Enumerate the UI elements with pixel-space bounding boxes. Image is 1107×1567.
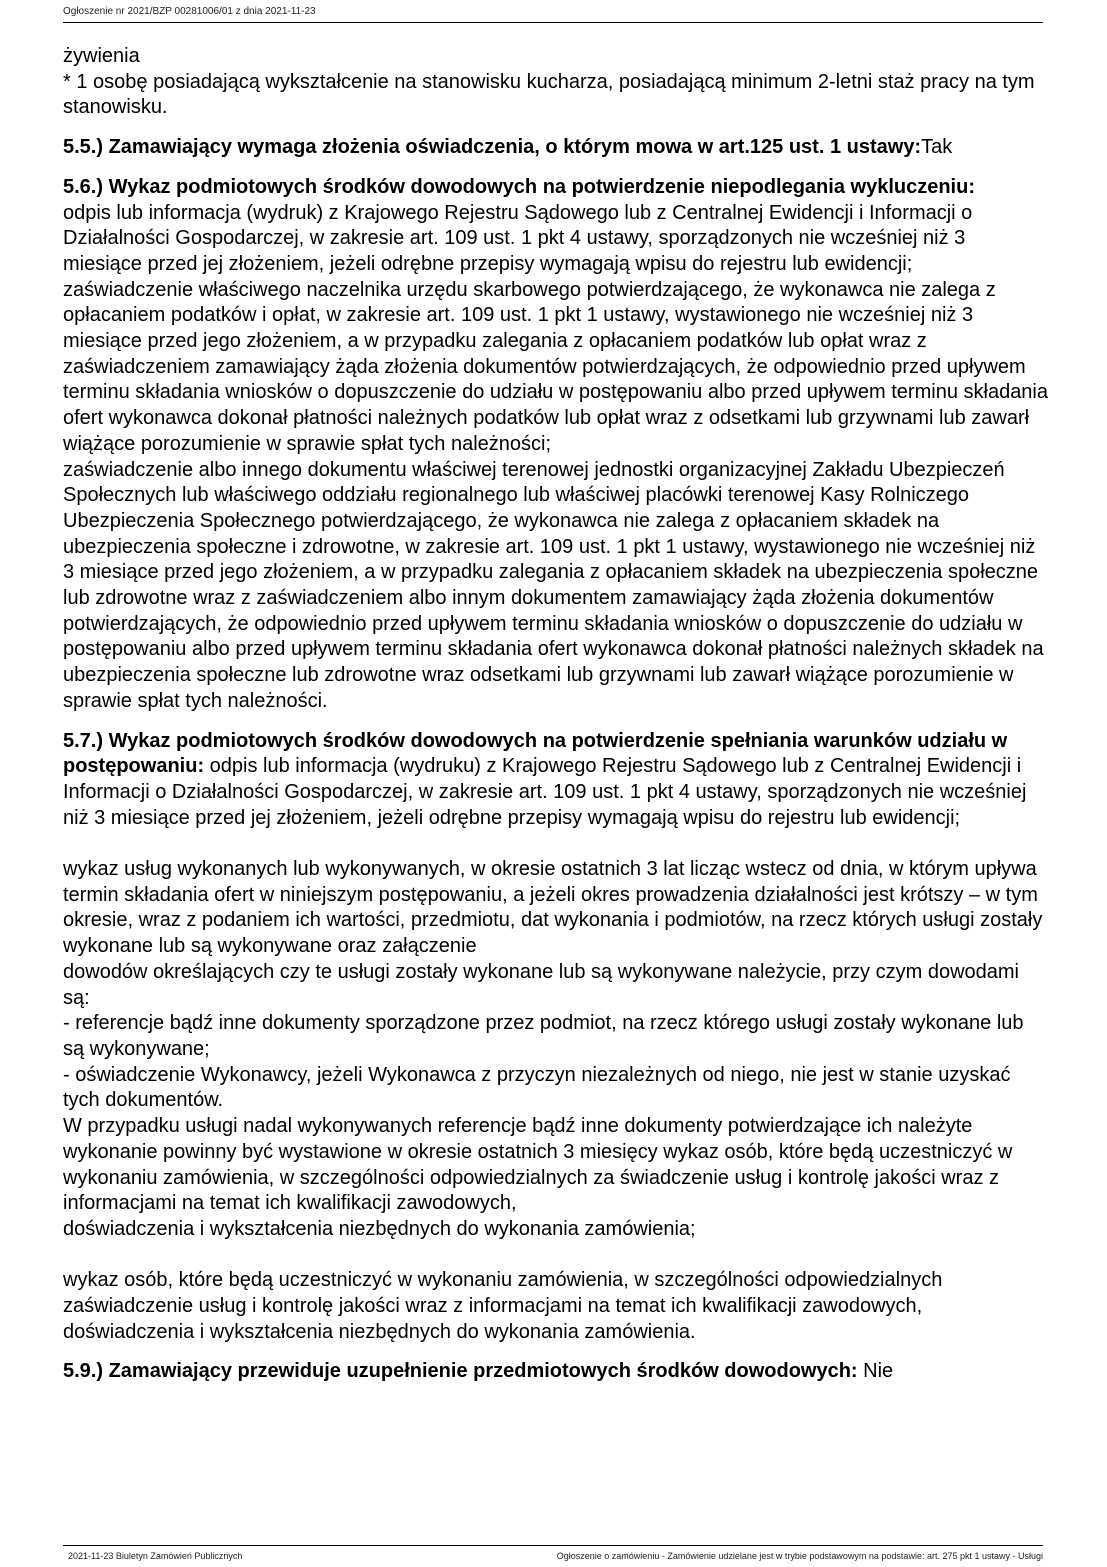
- section-5-6-paragraph: odpis lub informacja (wydruk) z Krajowego Rejestru Sądowego lub z Centralnej Ewidencji i Informacji o Działalności Gospodarczej, w zakresie art. 109 ust. 1 pkt 4 ustawy, sporządzonych nie wcześniej niż 3 miesiące przed jej złożeniem, jeżeli odrębne przepisy wymagają wpisu do rejestru lub ewidencji;: [63, 201, 978, 275]
- header-divider: [63, 22, 1043, 23]
- section-5-6-paragraph: zaświadczenie właściwego naczelnika urzędu skarbowego potwierdzającego, że wykonawca nie zalega z opłacaniem podatków i opłat, w zakresie art. 109 ust. 1 pkt 1 ustawy, wystawionego nie wcześniej niż 3 miesiące przed jego złożeniem, a w przypadku zalegania z opłacaniem podatków lub opłat wraz z zaświadczeniem zamawiający żąda złożenia dokumentów potwierdzających, że odpowiednio przed upływem terminu składania wniosków o dopuszczenie do udziału w postępowaniu albo przed upływem terminu składania ofert wykonawca dokonał płatności należnych podatków lub opłat wraz z odsetkami lub grzywnami lub zawarł wiążące porozumienie w sprawie spłat tych należności;: [63, 278, 1054, 455]
- section-5-7-paragraph: - referencje bądź inne dokumenty sporządzone przez podmiot, na rzecz którego usługi zostały wykonane lub są wykonywane;: [63, 1012, 1030, 1060]
- blank-line: [63, 831, 1048, 857]
- section-5-7-paragraph: wykaz osób, które będą uczestniczyć w wykonaniu zamówienia, w szczególności odpowiedzialnych zaświadczenie usług i kontrolę jakości wraz z informacjami na temat ich kwalifikacji zawodowych, doświadczenia i wykształcenia niezbędnych do wykonania zamówienia.: [63, 1269, 948, 1343]
- section-5-5: [63, 135, 1048, 161]
- footer-divider: [63, 1545, 1043, 1546]
- section-spacer: [63, 121, 1048, 135]
- section-5-9-answer: Nie: [863, 1360, 894, 1383]
- intro-line: * 1 osobę posiadającą wykształcenie na stanowisku kucharza, posiadającą minimum 2-letni staż pracy na tym stanowisku.: [63, 70, 1041, 119]
- section-5-7-paragraph: - oświadczenie Wykonawcy, jeżeli Wykonawca z przyczyn niezależnych od niego, nie jest w stanie uzyskać tych dokumentów.: [63, 1063, 1017, 1112]
- section-5-5-heading: 5.5.) Zamawiający wymaga złożenia oświadczenia, o którym mowa w art.125 ust. 1 ustawy:: [63, 136, 922, 159]
- section-spacer: [63, 1345, 1048, 1359]
- section-5-7-heading: 5.7.) Wykaz podmiotowych środków dowodowych na potwierdzenie spełniania warunków udziału w postępowaniu:: [63, 729, 1013, 778]
- intro-line: żywienia: [63, 45, 140, 67]
- section-5-6-heading: 5.6.) Wykaz podmiotowych środków dowodowych na potwierdzenie niepodlegania wykluczeniu:: [63, 175, 975, 198]
- section-5-5-answer: Tak: [921, 136, 953, 159]
- section-5-9-heading: 5.9.) Zamawiający przewiduje uzupełnienie przedmiotowych środków dowodowych:: [63, 1360, 858, 1383]
- page-header-notice-id: Ogłoszenie nr 2021/BZP 00281006/01 z dnia 2021-11-23: [63, 6, 316, 17]
- section-5-7-lead: odpis lub informacja (wydruku) z Krajowego Rejestru Sądowego lub z Centralnej Ewidencji i Informacji o Działalności Gospodarczej, w zakresie art. 109 ust. 1 pkt 4 ustawy, sporządzonych nie wcześniej niż 3 miesiące przed jej złożeniem, jeżeli odrębne przepisy wymagają wpisu do rejestru lub ewidencji;: [63, 755, 1032, 829]
- section-spacer: [63, 161, 1048, 175]
- document-body: [63, 44, 1054, 1385]
- footer-publication: 2021-11-23 Biuletyn Zamówień Publicznych: [68, 1551, 243, 1561]
- section-spacer: [63, 715, 1048, 729]
- section-5-9: [63, 1359, 1048, 1385]
- section-5-7-intro: [63, 729, 1048, 832]
- section-5-6-paragraph: zaświadczenie albo innego dokumentu właściwej terenowej jednostki organizacyjnej Zakładu Ubezpieczeń Społecznych lub właściwego oddziału regionalnego lub właściwej placówki terenowej Kasy Rolniczego Ubezpieczenia Społecznego potwierdzającego, że wykonawca nie zalega z opłacaniem składek na ubezpieczenia społeczne i zdrowotne, w zakresie art. 109 ust. 1 pkt 1 ustawy, wystawionego nie wcześniej niż 3 miesiące przed jego złożeniem, a w przypadku zalegania z opłacaniem składek na ubezpieczenia społeczne lub zdrowotne wraz z zaświadczeniem albo innym dokumentem zamawiający żąda złożenia dokumentów potwierdzających, że odpowiednio przed upływem terminu składania wniosków o dopuszczenie do udziału w postępowaniu albo przed upływem terminu składania ofert wykonawca dokonał płatności należnych składek na ubezpieczenia społeczne lub zdrowotne wraz odsetkami lub grzywnami lub zawarł wiążące porozumienie w sprawie spłat tych należności.: [63, 458, 1050, 712]
- blank-line: [63, 1243, 1048, 1269]
- section-5-7-paragraph: wykaz usług wykonanych lub wykonywanych, w okresie ostatnich 3 lat licząc wstecz od dnia, w którym upływa termin składania ofert w niniejszym postępowaniu, a jeżeli okres prowadzenia działalności jest krótszy – w tym okresie, wraz z podaniem ich wartości, przedmiotu, dat wykonania i podmiotów, na rzecz których usługi zostały wykonane lub są wykonywane oraz załączenie: [63, 858, 1048, 958]
- section-5-7-paragraph: W przypadku usługi nadal wykonywanych referencje bądź inne dokumenty potwierdzające ich należyte wykonanie powinny być wystawione w okresie ostatnich 3 miesięcy wykaz osób, które będą uczestniczyć w wykonaniu zamówienia, w szczególności odpowiedzialnych za świadczenie usług i kontrolę jakości wraz z informacjami na temat ich kwalifikacji zawodowych,: [63, 1115, 1018, 1215]
- section-5-7-paragraph: dowodów określających czy te usługi zostały wykonane lub są wykonywane należycie, przy czym dowodami są:: [63, 960, 1025, 1009]
- section-5-7-paragraph: doświadczenia i wykształcenia niezbędnych do wykonania zamówienia;: [63, 1217, 696, 1240]
- footer-notice-type: Ogłoszenie o zamówieniu - Zamówienie udzielane jest w trybie podstawowym na podstawie: art. 275 pkt 1 ustawy - Usługi: [556, 1551, 1043, 1561]
